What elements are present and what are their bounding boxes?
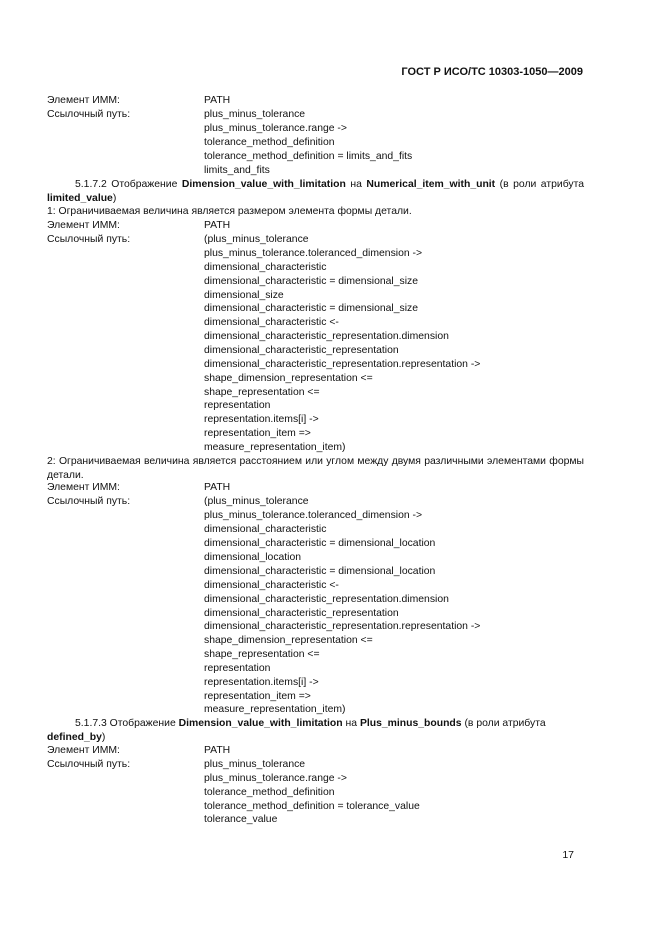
section-number: 5.1.7.2 [75, 179, 107, 190]
label-path: Ссылочный путь: [47, 234, 131, 245]
path-line: limits_and_fits [204, 165, 270, 176]
path-line: dimensional_characteristic_representation [204, 608, 399, 619]
path-line: tolerance_value [204, 814, 278, 825]
case2-text: 2: Ограничиваемая величина является расстоянием или углом между двумя различными элементами формы детали. [47, 456, 584, 481]
path-line: dimensional_characteristic [204, 524, 327, 535]
path-line: plus_minus_tolerance [204, 109, 306, 120]
path-line: plus_minus_tolerance.toleranced_dimension -> [204, 248, 423, 259]
path-line: shape_dimension_representation <= [204, 373, 373, 384]
path-line: representation_item => [204, 428, 311, 439]
label-path: Ссылочный путь: [47, 109, 131, 120]
label-element: Элемент ИММ: [47, 95, 120, 106]
entity-a: Dimension_value_with_limitation [178, 718, 343, 729]
path-line: tolerance_method_definition = limits_and_fits [204, 151, 413, 162]
section-map-word: Отображение [109, 718, 176, 729]
path-line: dimensional_characteristic [204, 262, 327, 273]
attribute-name: defined_by [47, 732, 102, 743]
path-line: plus_minus_tolerance [204, 759, 306, 770]
value-element: PATH [204, 220, 231, 231]
path-line: tolerance_method_definition = tolerance_value [204, 801, 420, 812]
value-element: PATH [204, 745, 231, 756]
path-line: dimensional_characteristic <- [204, 317, 339, 328]
value-element: PATH [204, 95, 231, 106]
role-open: (в роли атрибута [464, 718, 546, 729]
path-line: dimensional_characteristic_representation [204, 345, 399, 356]
section-on-word: на [350, 179, 362, 190]
path-line: measure_representation_item) [204, 704, 346, 715]
label-element: Элемент ИММ: [47, 482, 120, 493]
path-line: (plus_minus_tolerance [204, 234, 309, 245]
path-line: plus_minus_tolerance.range -> [204, 773, 347, 784]
document-header: ГОСТ Р ИСО/ТС 10303-1050—2009 [401, 66, 583, 78]
value-element: PATH [204, 482, 231, 493]
section-5172-heading [47, 178, 584, 206]
path-line: dimensional_characteristic = dimensional_size [204, 303, 418, 314]
role-open: (в роли атрибута [499, 179, 585, 190]
role-close: ) [101, 732, 106, 743]
path-line: tolerance_method_definition [204, 137, 335, 148]
path-line: measure_representation_item) [204, 442, 346, 453]
entity-b: Numerical_item_with_unit [366, 179, 496, 190]
path-line: dimensional_characteristic <- [204, 580, 339, 591]
path-line: dimensional_characteristic = dimensional_size [204, 276, 418, 287]
path-line: plus_minus_tolerance.range -> [204, 123, 347, 134]
attribute-name: limited_value [47, 193, 113, 204]
path-line: representation.items[i] -> [204, 414, 319, 425]
entity-a: Dimension_value_with_limitation [181, 179, 346, 190]
path-line: dimensional_location [204, 552, 302, 563]
path-line: representation.items[i] -> [204, 677, 319, 688]
path-line: (plus_minus_tolerance [204, 496, 309, 507]
path-line: dimensional_characteristic_representation.dimension [204, 331, 449, 342]
label-element: Элемент ИММ: [47, 745, 120, 756]
path-line: dimensional_characteristic_representation.representation -> [204, 621, 481, 632]
path-line: shape_dimension_representation <= [204, 635, 373, 646]
label-element: Элемент ИММ: [47, 220, 120, 231]
path-line: representation_item => [204, 691, 311, 702]
path-line: dimensional_size [204, 290, 284, 301]
path-line: representation [204, 400, 271, 411]
path-line: plus_minus_tolerance.toleranced_dimension -> [204, 510, 423, 521]
section-5173-heading [47, 717, 584, 745]
section-on-word: на [345, 718, 358, 729]
page-number: 17 [562, 849, 574, 861]
path-line: shape_representation <= [204, 387, 320, 398]
path-line: dimensional_characteristic = dimensional_location [204, 566, 436, 577]
path-line: shape_representation <= [204, 649, 320, 660]
section-number: 5.1.7.3 [75, 718, 107, 729]
entity-b: Plus_minus_bounds [359, 718, 462, 729]
role-close: ) [112, 193, 117, 204]
path-line: dimensional_characteristic = dimensional_location [204, 538, 436, 549]
label-path: Ссылочный путь: [47, 496, 131, 507]
path-line: dimensional_characteristic_representation.dimension [204, 594, 449, 605]
path-line: tolerance_method_definition [204, 787, 335, 798]
path-line: representation [204, 663, 271, 674]
case1-text: 1: Ограничиваемая величина является размером элемента формы детали. [47, 206, 412, 217]
label-path: Ссылочный путь: [47, 759, 131, 770]
path-line: dimensional_characteristic_representation.representation -> [204, 359, 481, 370]
section-map-word: Отображение [111, 179, 178, 190]
